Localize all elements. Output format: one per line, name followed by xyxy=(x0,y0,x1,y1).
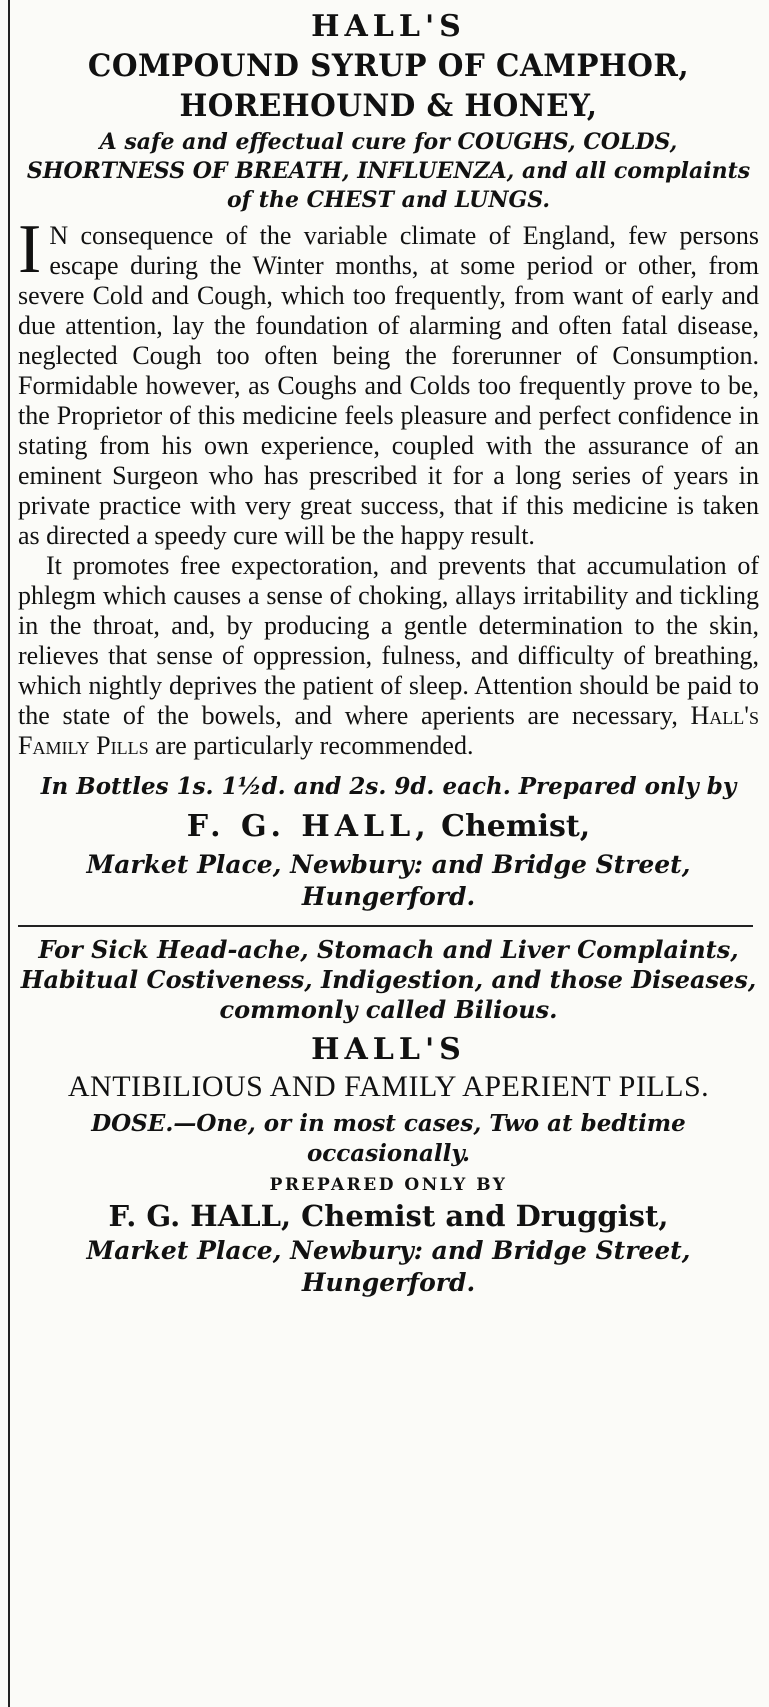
product-title-line1: COMPOUND SYRUP OF CAMPHOR, xyxy=(87,48,690,84)
chemist-name: F. G. HALL, xyxy=(186,809,431,844)
brand-heading: HALL'S xyxy=(311,9,466,44)
pills-address-line-1: Market Place, Newbury: and Bridge Street, xyxy=(86,1236,691,1265)
body-paragraph-1 xyxy=(18,211,759,551)
pills-advertisement xyxy=(18,935,759,1299)
chemist-name-line xyxy=(18,807,759,847)
family-pills-reference: Hall's Family Pills xyxy=(18,701,759,760)
syrup-advertisement xyxy=(18,8,759,913)
body-paragraph-2 xyxy=(18,551,759,761)
tagline: A safe and effectual cure for COUGHS, COLDS, SHORTNESS OF BREATH, INFLUENZA, and all complaints of the CHEST and LUNGS. xyxy=(26,129,751,213)
column-rule xyxy=(8,0,10,1707)
product-title-line2: HOREHOUND & HONEY, xyxy=(179,88,598,124)
chemist-title: Chemist, xyxy=(441,809,591,844)
pills-product-name: ANTIBILIOUS AND FAMILY APERIENT PILLS. xyxy=(67,1070,710,1103)
paragraph-2-end: are particularly recommended. xyxy=(155,731,474,760)
dose-instructions: DOSE.—One, or in most cases, Two at bedtime occasionally. xyxy=(91,1110,686,1167)
address-line-1: Market Place, Newbury: and Bridge Street, xyxy=(86,850,691,879)
section-divider xyxy=(18,925,753,927)
drop-cap: I xyxy=(18,211,42,288)
pills-brand-heading: HALL'S xyxy=(311,1032,466,1067)
pills-address-line-2: Hungerford. xyxy=(301,1268,476,1297)
address-line-2: Hungerford. xyxy=(301,882,476,911)
prepared-only-by: PREPARED ONLY BY xyxy=(269,1175,508,1195)
pills-chemist: F. G. HALL, Chemist and Druggist, xyxy=(108,1199,669,1233)
paragraph-1-text: N consequence of the variable climate of England, few persons escape during the Winter months, at some period or other, from severe Cold and Cough, which too frequently, from want of early and due attention, lay the foundation of alarming and often fatal disease, neglected Cough too often being the forerunner of Consumption. Formidable however, as Coughs and Colds too frequently prove to be, the Proprietor of this medicine feels pleasure and perfect confidence in stating from his own experience, coupled with the assurance of an eminent Surgeon who has prescribed it for a long series of years in private practice with very great success, that if this medicine is taken as directed a speedy cure will be the happy result. xyxy=(18,221,759,550)
price-line: In Bottles 1s. 1½d. and 2s. 9d. each. Prepared only by xyxy=(40,773,737,800)
pills-intro: For Sick Head-ache, Stomach and Liver Complaints, Habitual Costiveness, Indigestion, and those Diseases, commonly called Bilious. xyxy=(20,935,757,1024)
paragraph-2-start: It promotes free expectoration, and prevents that accumulation of phlegm which causes a sense of choking, allays irritability and tickling in the throat, and, by producing a gentle determination to the skin, relieves that sense of oppression, fulness, and difficulty of breathing, which nightly deprives the patient of sleep. Attention should be paid to the state of the bowels, and where aperients are necessary, xyxy=(18,551,759,730)
